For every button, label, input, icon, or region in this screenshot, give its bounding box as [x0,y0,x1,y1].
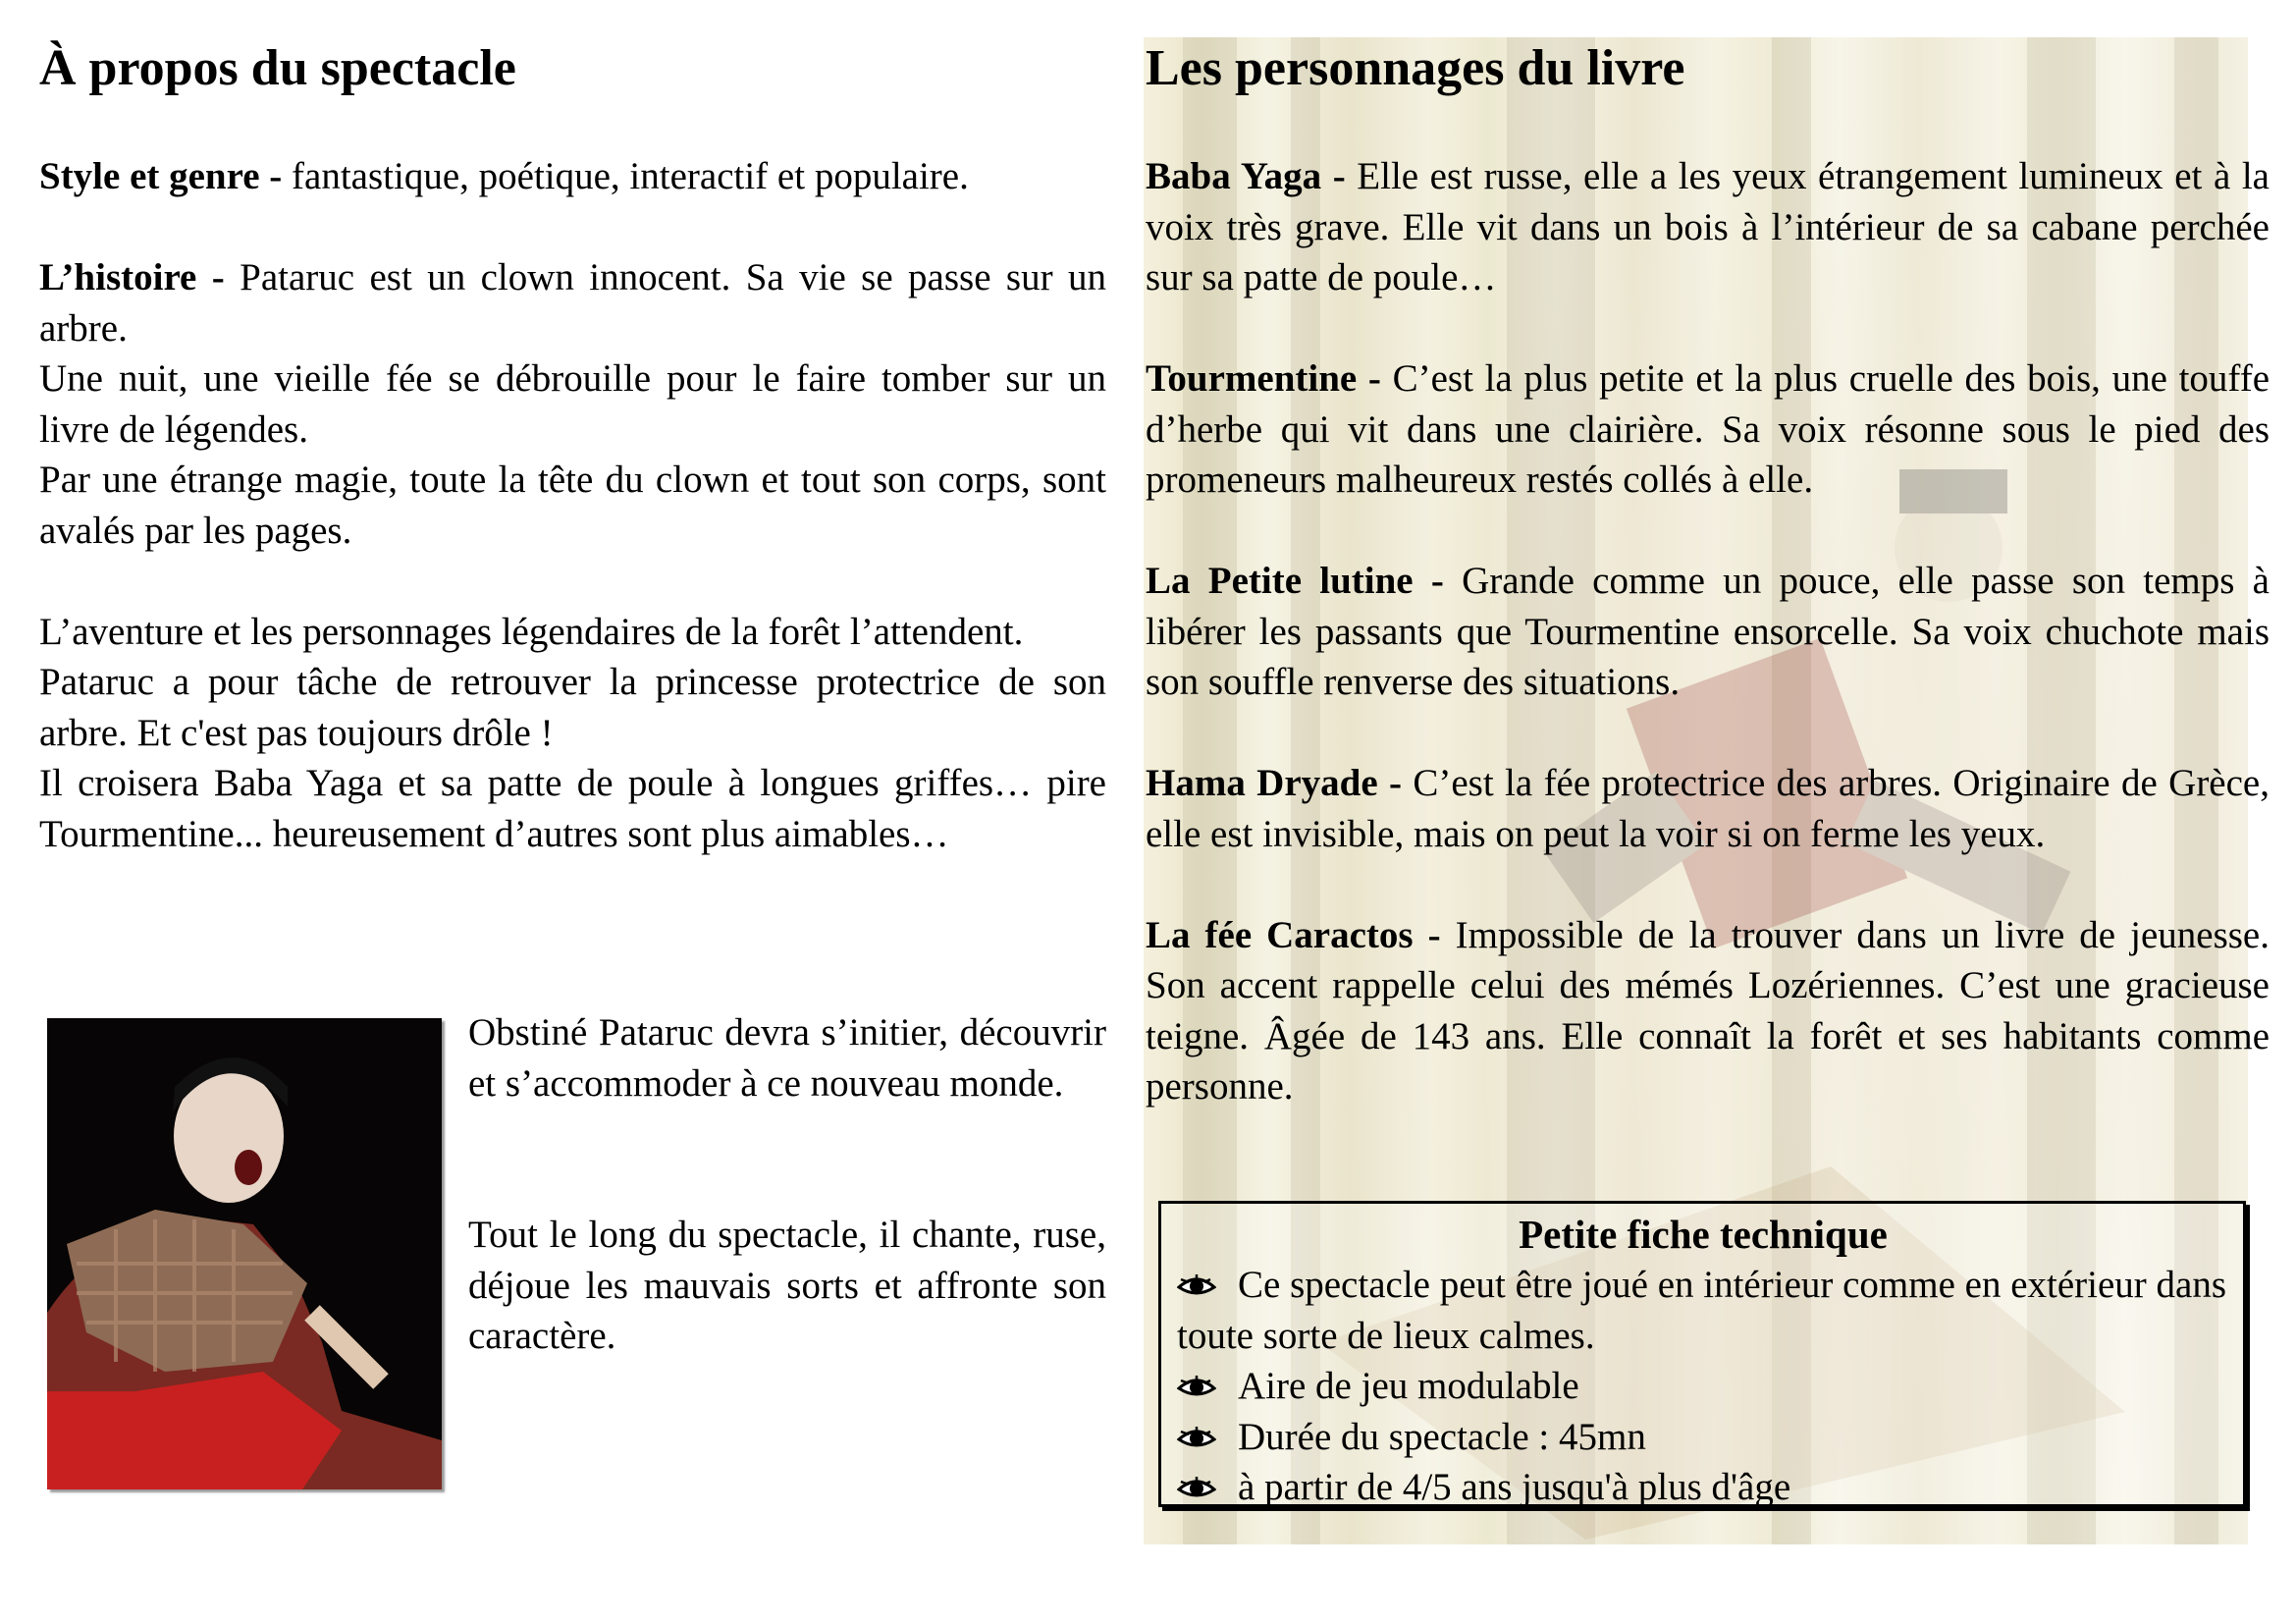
story-label: L’histoire - [39,256,240,298]
photo-paragraph-1: Obstiné Pataruc devra s’initier, découvrir et s’accommoder à ce nouveau monde. [468,1011,1106,1105]
story-paragraph-2: Une nuit, une vieille fée se débrouille pour le faire tomber sur un livre de légendes. [39,357,1106,451]
photo-caption-text [468,1007,1106,1362]
eye-icon [1177,1424,1216,1453]
tech-item: Aire de jeu modulable [1177,1361,2229,1412]
eye-icon [1177,1271,1216,1301]
tech-sheet-title: Petite fiche technique [1519,1212,1888,1257]
about-show-section [39,39,1106,859]
style-genre-label: Style et genre - [39,155,293,197]
story-paragraph-4: L’aventure et les personnages légendaires de la forêt l’attendent. [39,610,1024,653]
tech-item: Ce spectacle peut être joué en intérieur comme en extérieur dans toute sorte de lieux calmes. [1177,1264,2227,1357]
style-genre-paragraph: Style et genre - fantastique, poétique, interactif et populaire. [39,155,969,197]
story-paragraph-6: Il croisera Baba Yaga et sa patte de poule à longues griffes… pire Tourmentine... heureusement d’autres sont plus aimables… [39,762,1106,855]
story-paragraph: L’histoire - Pataruc est un clown innocent. Sa vie se passe sur un arbre. [39,256,1106,350]
tech-item: Durée du spectacle : 45mn [1177,1412,2229,1463]
characters-title: Les personnages du livre [1146,40,1685,96]
tech-sheet-box [1158,1201,2246,1507]
tech-item: à partir de 4/5 ans jusqu'à plus d'âge [1177,1462,2229,1513]
characters-section [1146,39,2269,1112]
character-petite-lutine: La Petite lutine - Grande comme un pouce, elle passe son temps à libérer les passants que Tourmentine ensorcelle. Sa voix chuchote mais son souffle renverse des situations. [1146,560,2269,703]
eye-icon [1177,1474,1216,1503]
character-fee-caractos: La fée Caractos - Impossible de la trouver dans un livre de jeunesse. Son accent rappelle celui des mémés Lozériennes. C’est une gracieuse teigne. Âgée de 143 ans. Elle connaît la forêt et ses habitants comme personne. [1146,913,2269,1108]
eye-icon [1177,1373,1216,1402]
character-hama-dryade: Hama Dryade - C’est la fée protectrice des arbres. Originaire de Grèce, elle est invisible, mais on peut la voir si on ferme les yeux. [1146,762,2269,855]
story-paragraph-5: Pataruc a pour tâche de retrouver la princesse protectrice de son arbre. Et c'est pas toujours drôle ! [39,661,1106,754]
character-baba-yaga: Baba Yaga - Elle est russe, elle a les yeux étrangement lumineux et à la voix très grave. Elle vit dans un bois à l’intérieur de sa cabane perchée sur sa patte de poule… [1146,155,2269,298]
character-tourmentine: Tourmentine - C’est la plus petite et la plus cruelle des bois, une touffe d’herbe qui vit dans une clairière. Sa voix résonne sous le pied des promeneurs malheureux restés collés à elle. [1146,357,2269,501]
clown-photo [47,1018,442,1489]
photo-paragraph-2: Tout le long du spectacle, il chante, ruse, déjoue les mauvais sorts et affronte son caractère. [468,1214,1106,1357]
story-paragraph-3: Par une étrange magie, toute la tête du clown et tout son corps, sont avalés par les pages. [39,459,1106,552]
about-show-title: À propos du spectacle [39,40,516,96]
